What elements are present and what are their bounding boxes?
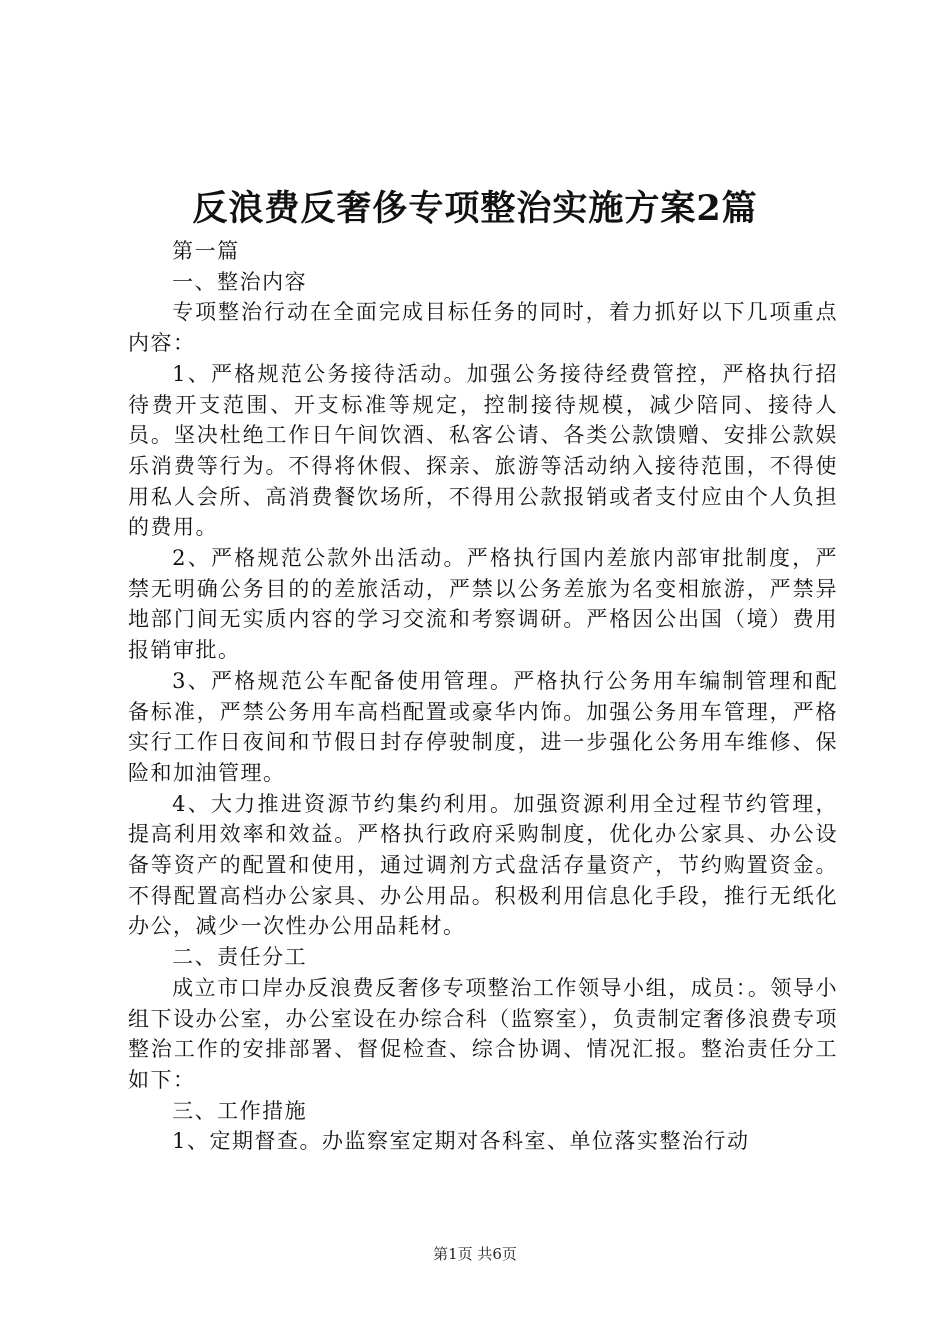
document-title: 反浪费反奢侈专项整治实施方案2篇 bbox=[192, 188, 758, 229]
body-paragraph: 2、严格规范公款外出活动。严格执行国内差旅内部审批制度，严禁无明确公务目的的差旅活动，严禁以公务差旅为名变相旅游，严禁异地部门间无实质内容的学习交流和考察调研。严格因公出国（境）费用报销审批。 bbox=[128, 546, 838, 663]
section-heading: 一、整治内容 bbox=[172, 269, 308, 294]
body-paragraph: 1、严格规范公务接待活动。加强公务接待经费管控，严格执行招待费开支范围、开支标准等规定，控制接待规模，减少陪同、接待人员。坚决杜绝工作日午间饮酒、私客公请、各类公款馈赠、安排公款娱乐消费等行为。不得将休假、探亲、旅游等活动纳入接待范围，不得使用私人会所、高消费餐饮场所，不得用公款报销或者支付应由个人负担的费用。 bbox=[128, 361, 838, 540]
body-paragraph: 成立市口岸办反浪费反奢侈专项整治工作领导小组，成员：。领导小组下设办公室，办公室设在办综合科（监察室），负责制定奢侈浪费专项整治工作的安排部署、督促检查、综合协调、情况汇报。整治责任分工如下： bbox=[128, 975, 838, 1092]
section-heading: 三、工作措施 bbox=[172, 1098, 308, 1123]
body-paragraph: 4、大力推进资源节约集约利用。加强资源利用全过程节约管理，提高利用效率和效益。严格执行政府采购制度，优化办公家具、办公设备等资产的配置和使用，通过调剂方式盘活存量资产，节约购置资金。不得配置高档办公家具、办公用品。积极利用信息化手段，推行无纸化办公，减少一次性办公用品耗材。 bbox=[128, 791, 838, 939]
body-paragraph: 专项整治行动在全面完成目标任务的同时，着力抓好以下几项重点内容： bbox=[128, 300, 838, 356]
body-paragraph: 1、定期督查。办监察室定期对各科室、单位落实整治行动 bbox=[172, 1129, 750, 1154]
body-paragraph: 3、严格规范公车配备使用管理。严格执行公务用车编制管理和配备标准，严禁公务用车高档配置或豪华内饰。加强公务用车管理，严格实行工作日夜间和节假日封存停驶制度，进一步强化公务用车维修、保险和加油管理。 bbox=[128, 668, 838, 785]
page-footer: 第1页 共6页 bbox=[433, 1245, 517, 1263]
document-body bbox=[128, 236, 838, 1157]
section-heading: 第一篇 bbox=[172, 239, 240, 263]
section-heading: 二、责任分工 bbox=[172, 945, 308, 970]
